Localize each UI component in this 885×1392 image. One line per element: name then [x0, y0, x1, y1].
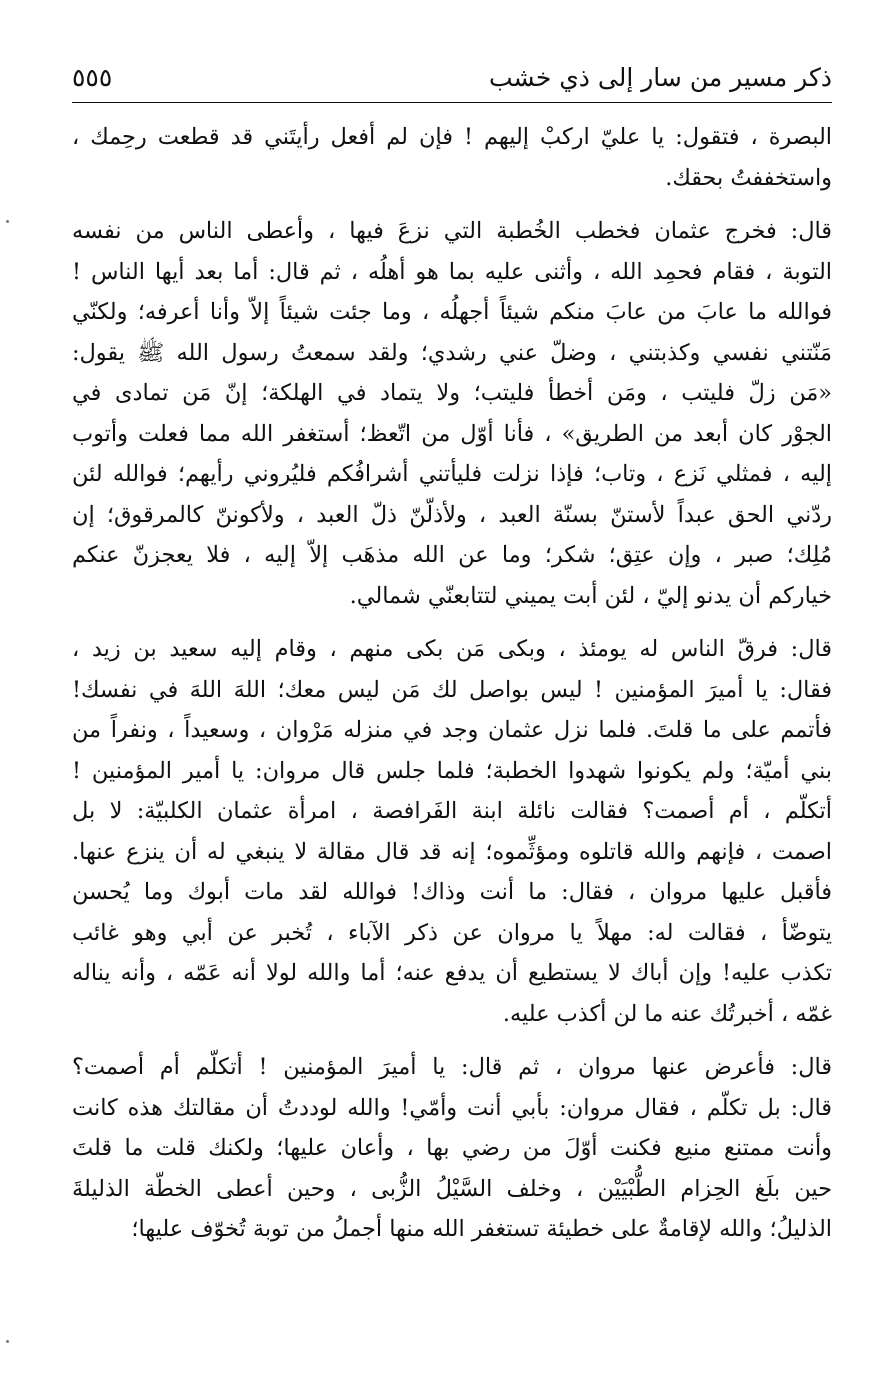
running-header	[72, 58, 832, 98]
text-line: يتوضّأ ، فقالت له: مهلاً يا مروان عن ذكر الآباء ، تُخبر عن أبي وهو غائب	[72, 919, 832, 946]
margin-speck	[6, 220, 9, 223]
paragraph	[72, 117, 832, 198]
header-rule	[72, 102, 832, 103]
text-line: الذليلُ؛ والله لإقامةٌ على خطيئة تستغفر الله منها أجملُ من توبة تُخوّف عليها؛	[131, 1216, 832, 1242]
text-line: وأنت ممتنع منيع فكنت أوّلَ من رضي بها ، وأعان عليها؛ ولكنك قلت ما قلتَ	[72, 1135, 832, 1161]
text-line: إليه ، فمثلي نَزع ، وتاب؛ فإذا نزلت فليأتني أشرافُكم فليُروني رأيهم؛ فوالله لئن	[72, 461, 832, 487]
text-line: حين بلَغ الحِزام الطُّبْيَيْن ، وخلف السَّيْلُ الزُّبى ، وحين أعطى الخطّة الذليلةَ	[72, 1175, 832, 1202]
body-text	[72, 117, 832, 1250]
paragraph	[72, 1047, 832, 1250]
text-line: قال: بل تكلّم ، فقال مروان: بأبي أنت وأمّي! والله لوددتُ أن مقالتك هذه كانت	[72, 1094, 832, 1121]
text-line: التوبة ، فقام فحمِد الله ، وأثنى عليه بما هو أهلُه ، ثم قال: أما بعد أيها الناس !	[72, 258, 832, 285]
text-line: قال: فخرج عثمان فخطب الخُطبة التي نزعَ فيها ، وأعطى الناس من نفسه	[72, 218, 832, 244]
text-line: ردّني الحق عبداً لأستنّ بسنّة العبد ، ولأذلّنّ ذلّ العبد ، ولأكوننّ كالمرقوق؛ إن	[72, 501, 832, 528]
text-line: فأتمم على ما قلتَ. فلما نزل عثمان وجد في منزله مَرْوان ، وسعيداً ، ونفراً من	[72, 717, 832, 743]
text-line: تكذب عليه! وإن أباك لا يستطيع أن يدفع عنه؛ أما والله لولا أنه عَمّه ، وأنه يناله	[72, 960, 832, 986]
text-line: خياركم أن يدنو إليّ ، لئن أبت يميني لتتابعنّي شمالي.	[349, 582, 832, 609]
text-line: قال: فأعرض عنها مروان ، ثم قال: يا أميرَ المؤمنين ! أتكلّم أم أصمت؟	[72, 1054, 832, 1080]
paragraph	[72, 629, 832, 1034]
book-page	[72, 58, 832, 1250]
margin-speck	[6, 1340, 9, 1343]
paragraph	[72, 211, 832, 616]
text-line: فأقبل عليها مروان ، فقال: ما أنت وذاك! فوالله لقد مات أبوك وما يُحسن	[72, 879, 832, 905]
text-line: بني أميّة؛ ولم يكونوا شهدوا الخطبة؛ فلما جلس قال مروان: يا أمير المؤمنين !	[72, 757, 832, 784]
page-number: ٥٥٥	[72, 63, 113, 92]
text-line: أتكلّم ، أم أصمت؟ فقالت نائلة ابنة الفَرافصة ، امرأة عثمان الكلبيّة: لا بل	[72, 798, 832, 824]
text-line: «مَن زلّ فليتب ، ومَن أخطأ فليتب؛ ولا يتماد في الهلكة؛ إنّ مَن تمادى في	[72, 380, 832, 406]
text-line: اصمت ، فإنهم والله قاتلوه ومؤثِّموه؛ إنه قد قال مقالة لا ينبغي له أن ينزع عنها.	[72, 838, 832, 865]
text-line: مَنّتني نفسي وكذبتني ، وضلّ عني رشدي؛ ولقد سمعتُ رسول الله ﷺ يقول:	[72, 339, 832, 366]
text-line: الجوْر كان أبعد من الطريق» ، فأنا أوّل من اتّعظ؛ أستغفر الله مما فعلت وأتوب	[72, 420, 832, 447]
text-line: البصرة ، فتقول: يا عليّ اركبْ إليهم ! فإن لم أفعل رأيتَني قد قطعت رحِمك ،	[72, 124, 832, 150]
text-line: قال: فرقّ الناس له يومئذ ، وبكى مَن بكى منهم ، وقام إليه سعيد بن زيد ،	[72, 636, 832, 662]
text-line: واستخففتُ بحقك.	[665, 164, 832, 191]
text-line: فوالله ما عابَ من عابَ منكم شيئاً أجهلُه ، وما جئت شيئاً إلاّ وأنا أعرفه؛ ولكنّي	[72, 299, 832, 325]
text-line: مُلِك؛ صبر ، وإن عتِق؛ شكر؛ وما عن الله مذهَب إلاّ إليه ، فلا يعجزنّ عنكم	[72, 542, 832, 568]
running-title: ذكر مسير من سار إلى ذي خشب	[488, 63, 832, 92]
text-line: غمّه ، أخبرتُك عنه ما لن أكذب عليه.	[502, 1000, 832, 1027]
text-line: فقال: يا أميرَ المؤمنين ! ليس بواصل لك مَن ليس معك؛ اللهَ اللهَ في نفسك!	[72, 676, 832, 703]
